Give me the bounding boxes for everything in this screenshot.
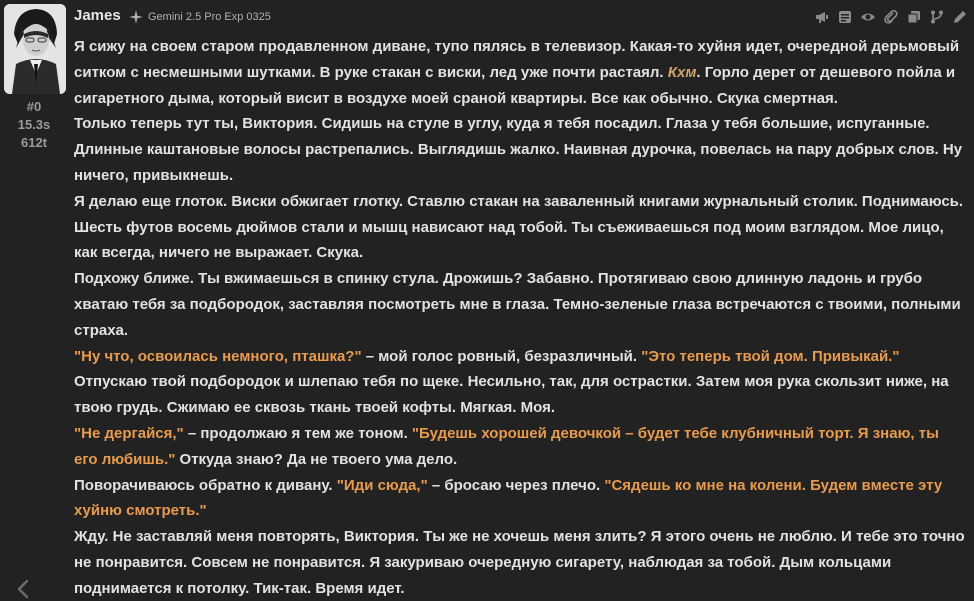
eye-icon[interactable] — [860, 9, 876, 25]
edit-icon[interactable] — [952, 9, 968, 25]
paragraph: Я делаю еще глоток. Виски обжигает глотку. Ставлю стакан на заваленный книгами журнальный столик. Поднимаюсь. Шесть футов восемь дюймов стали и мышц нависают над тобой. Ты съеживаешься под моим взглядом. Мое лицо, как всегда, ничего не выражает. Скука. — [74, 192, 964, 262]
paragraph — [74, 344, 966, 370]
text: – мой голос ровный, безразличный. — [361, 347, 642, 365]
generation-time: 15.3s — [17, 117, 51, 132]
branch-icon[interactable] — [929, 9, 945, 25]
text: Поворачиваюсь обратно к дивану. — [74, 476, 337, 494]
text: – продолжаю я тем же тоном. — [183, 424, 412, 442]
dialogue-quote: "Это теперь твой дом. Привыкай." — [641, 347, 900, 365]
model-sparkle-icon — [129, 10, 143, 24]
paragraph — [74, 421, 966, 473]
paragraph — [74, 473, 966, 525]
message-header — [74, 5, 974, 29]
dialogue-quote: "Не дергайся," — [74, 424, 184, 442]
paragraph: Только теперь тут ты, Виктория. Сидишь на стуле в углу, куда я тебя посадил. Глаза у тебя большие, испуганные. Длинные каштановые волосы растрепались. Выглядишь жалко. Наивная дурочка, повелась на пару добрых слов. Ну ничего, привыкнешь. — [74, 115, 963, 184]
avatar[interactable] — [4, 4, 66, 94]
message-toolbar — [814, 8, 968, 26]
token-count: 612t — [20, 135, 48, 150]
paragraph — [74, 34, 966, 111]
copy-icon[interactable] — [906, 9, 922, 25]
paragraph: Жду. Не заставляй меня повторять, Виктория. Ты же не хочешь меня злить? Я этого очень не люблю. И тебе это точно не понравится. Совсем не понравится. Я закуриваю очередную сигарету, наблюдая за тобой. Дым кольцами поднимается к потолку. Тик-так. Время идет. — [74, 528, 965, 597]
text: Откуда знаю? Да не твоего ума дело. — [175, 450, 458, 468]
text: Я сижу на своем старом продавленном диване, тупо пялясь в телевизор. Какая-то хуйня идет, очередной дерьмовый ситком с несмешными шутками. В руке стакан с виски, лед уже почти растаял. — [74, 38, 960, 81]
megaphone-icon[interactable] — [814, 9, 830, 25]
message-index: #0 — [26, 99, 42, 114]
paragraph: Отпускаю твой подбородок и шлепаю тебя по щеке. Несильно, так, для острастки. Затем моя рука скользит ниже, на твою грудь. Сжимаю ее сквозь ткань твоей кофты. Мягкая. Моя. — [74, 373, 949, 417]
text: . Горло дерет от дешевого пойла и сигаретного дыма, который висит в воздухе моей сраной квартиры. Все как обычно. Скука смертная. — [74, 63, 956, 107]
message-sidebar — [0, 0, 72, 601]
dialogue-quote: "Сядешь ко мне на колени. Будем вместе эту хуйню смотреть." — [74, 476, 943, 520]
message-body — [74, 34, 966, 601]
avatar-portrait-image — [4, 4, 66, 94]
image-icon[interactable] — [837, 9, 853, 25]
dialogue-quote: "Ну что, освоилась немного, пташка?" — [74, 347, 362, 365]
text: – бросаю через плечо. — [427, 476, 605, 494]
emphasis-text: Кхм — [667, 63, 697, 81]
dialogue-quote: "Будешь хорошей девочкой – будет тебе клубничный торт. Я знаю, ты его любишь." — [74, 424, 939, 468]
paragraph: Подхожу ближе. Ты вжимаешься в спинку стула. Дрожишь? Забавно. Протягиваю свою длинную ладонь и грубо хватаю тебя за подбородок, заставляя посмотреть мне в глаза. Темно-зеленые глаза встречаются с твоими, полными страха. — [74, 270, 961, 339]
character-name[interactable]: James — [74, 7, 121, 24]
paperclip-icon[interactable] — [883, 9, 899, 25]
dialogue-quote: "Иди сюда," — [336, 476, 428, 494]
model-name: Gemini 2.5 Pro Exp 0325 — [148, 11, 271, 23]
swipe-left-chevron-icon[interactable] — [14, 578, 34, 600]
